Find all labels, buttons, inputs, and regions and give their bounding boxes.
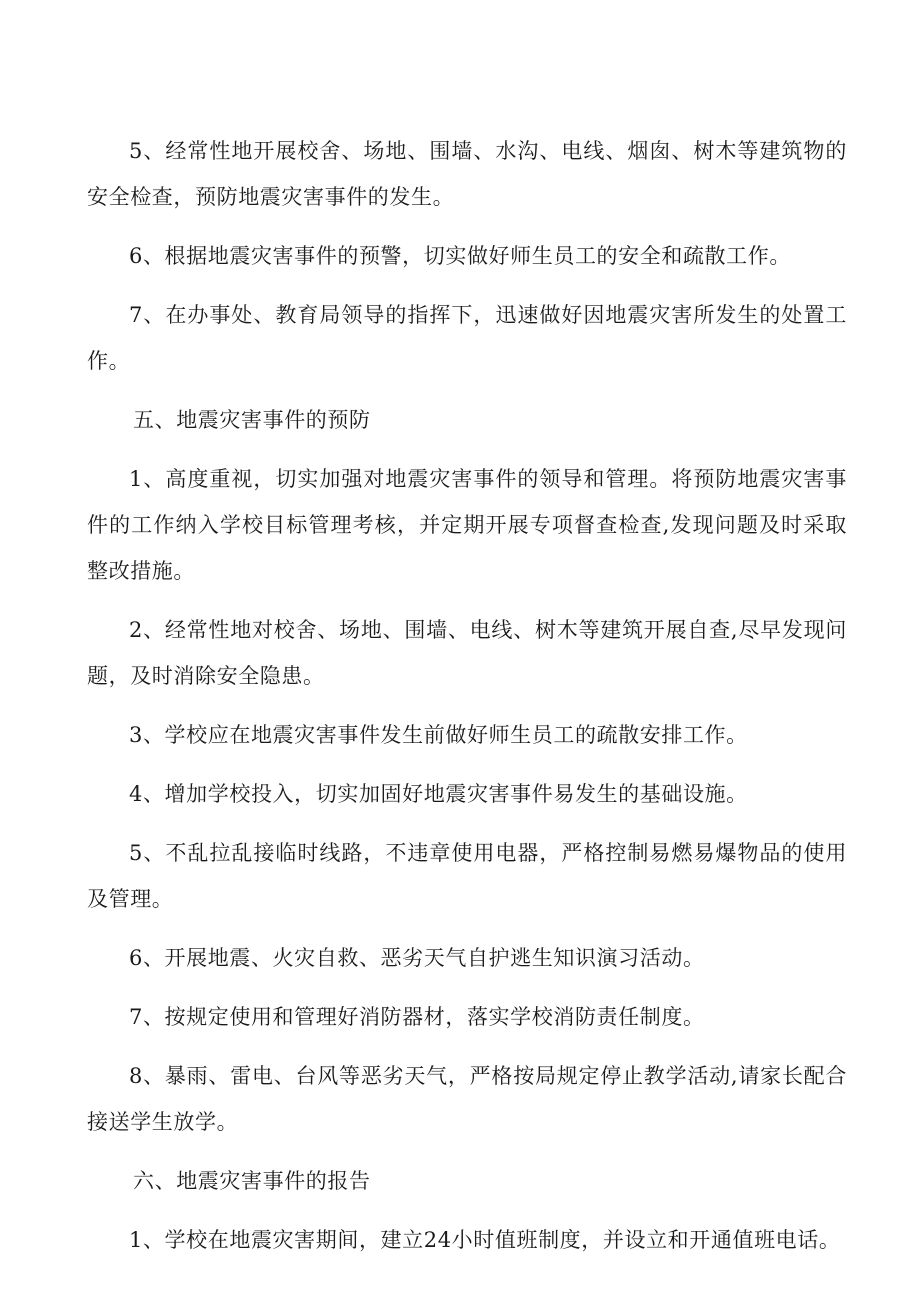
section-heading-prevention: 五、地震灾害事件的预防	[133, 408, 371, 432]
paragraph-prevention-4: 4、增加学校投入，切实加固好地震灾害事件易发生的基础设施。	[129, 782, 748, 806]
paragraph-item-7-disposal: 7、在办事处、教育局领导的指挥下，迅速做好因地震灾害所发生的处置工作。	[87, 303, 847, 373]
paragraph-prevention-7: 7、按规定使用和管理好消防器材，落实学校消防责任制度。	[129, 1005, 705, 1029]
paragraph-prevention-1: 1、高度重视，切实加强对地震灾害事件的领导和管理。将预防地震灾害事件的工作纳入学校目标管理考核，并定期开展专项督查检查,发现问题及时采取整改措施。	[87, 467, 847, 583]
paragraph-prevention-3: 3、学校应在地震灾害事件发生前做好师生员工的疏散安排工作。	[129, 723, 748, 747]
document-body	[87, 128, 847, 1276]
section-heading-report: 六、地震灾害事件的报告	[133, 1169, 371, 1193]
paragraph-item-5-safety-inspection: 5、经常性地开展校舍、场地、围墙、水沟、电线、烟囱、树木等建筑物的安全检查，预防地震灾害事件的发生。	[87, 139, 847, 209]
paragraph-prevention-8: 8、暴雨、雷电、台风等恶劣天气，严格按局规定停止教学活动,请家长配合接送学生放学。	[87, 1064, 847, 1134]
paragraph-prevention-6: 6、开展地震、火灾自救、恶劣天气自护逃生知识演习活动。	[129, 946, 705, 970]
paragraph-prevention-2: 2、经常性地对校舍、场地、围墙、电线、树木等建筑开展自查,尽早发现问题，及时消除安全隐患。	[87, 618, 847, 688]
paragraph-item-6-evacuation: 6、根据地震灾害事件的预警，切实做好师生员工的安全和疏散工作。	[129, 244, 791, 268]
paragraph-prevention-5: 5、不乱拉乱接临时线路，不违章使用电器，严格控制易燃易爆物品的使用及管理。	[87, 841, 847, 911]
paragraph-report-1: 1、学校在地震灾害期间，建立24小时值班制度，并设立和开通值班电话。	[129, 1228, 841, 1252]
